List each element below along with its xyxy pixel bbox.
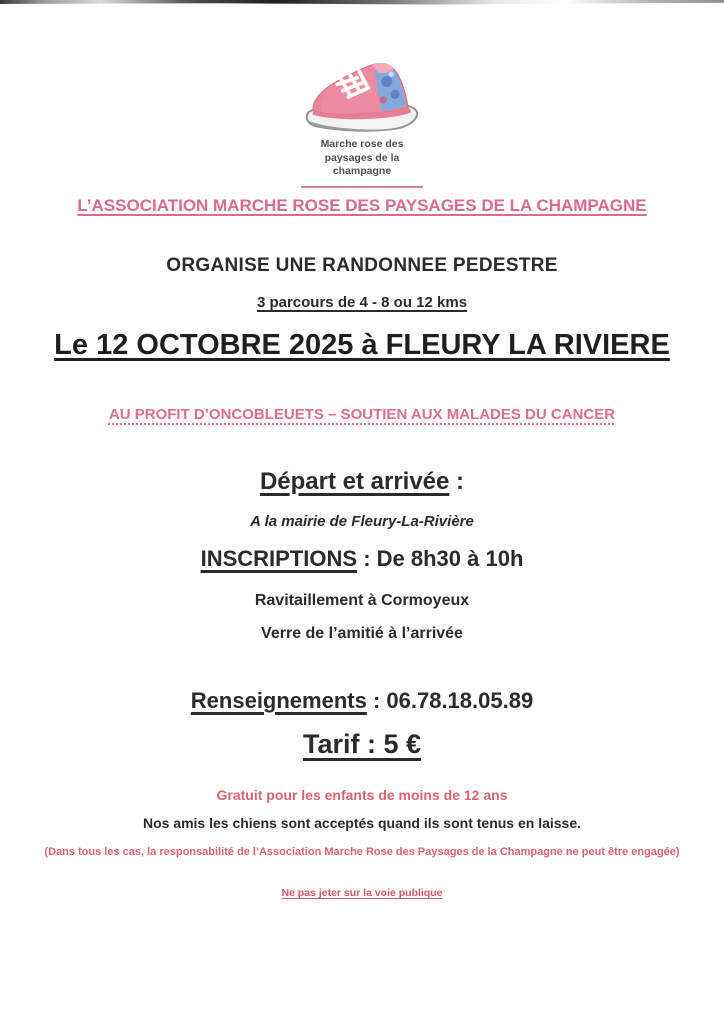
organise-line: ORGANISE UNE RANDONNEE PEDESTRE	[166, 255, 558, 276]
logo-caption-line: champagne	[332, 165, 392, 178]
depart-heading-colon: :	[449, 468, 465, 495]
gratuit-enfants-line: Gratuit pour les enfants de moins de 12 ans	[216, 787, 508, 803]
chiens-line: Nos amis les chiens sont acceptés quand ils sont tenus en laisse.	[142, 815, 582, 831]
association-title: L’ASSOCIATION MARCHE ROSE DES PAYSAGES DE LA CHAMPAGNE	[77, 196, 647, 215]
event-date-place: Le 12 OCTOBRE 2025 à FLEURY LA RIVIERE	[54, 329, 670, 361]
verre-amitie-line: Verre de l’amitié à l’arrivée	[261, 625, 463, 642]
inscriptions-value: : De 8h30 à 10h	[357, 546, 524, 571]
logo-divider	[301, 186, 423, 188]
depart-heading-label: Départ et arrivée	[259, 468, 450, 495]
responsabilite-line: (Dans tous les cas, la responsabilité de l’Association Marche Rose des Paysages de la Champagne ne peut être engagée)	[44, 846, 680, 858]
inscriptions-line	[0, 546, 724, 572]
renseignements-phone: : 06.78.18.05.89	[366, 688, 534, 713]
tarif-line: Tarif : 5 €	[302, 729, 422, 759]
logo-caption	[0, 138, 724, 179]
logo-caption-line: Marche rose des	[320, 138, 404, 150]
parcours-line: 3 parcours de 4 - 8 ou 12 kms	[256, 294, 468, 311]
ravitaillement-line: Ravitaillement à Cormoyeux	[254, 592, 470, 609]
inscriptions-label: INSCRIPTIONS	[200, 546, 358, 571]
depart-heading	[0, 468, 724, 496]
association-logo	[0, 54, 724, 188]
logo-caption-line: paysages de la	[324, 151, 400, 164]
voie-publique-line: Ne pas jeter sur la voie publique	[281, 887, 443, 899]
scan-edge-artifact	[0, 0, 724, 5]
renseignements-line	[0, 688, 724, 714]
depart-location: A la mairie de Fleury-La-Rivière	[250, 513, 474, 530]
beneficiary-line: AU PROFIT D’ONCOBLEUETS – SOUTIEN AUX MALADES DU CANCER	[108, 406, 616, 423]
pink-sneaker-icon	[302, 54, 422, 132]
renseignements-label: Renseignements	[190, 688, 367, 713]
